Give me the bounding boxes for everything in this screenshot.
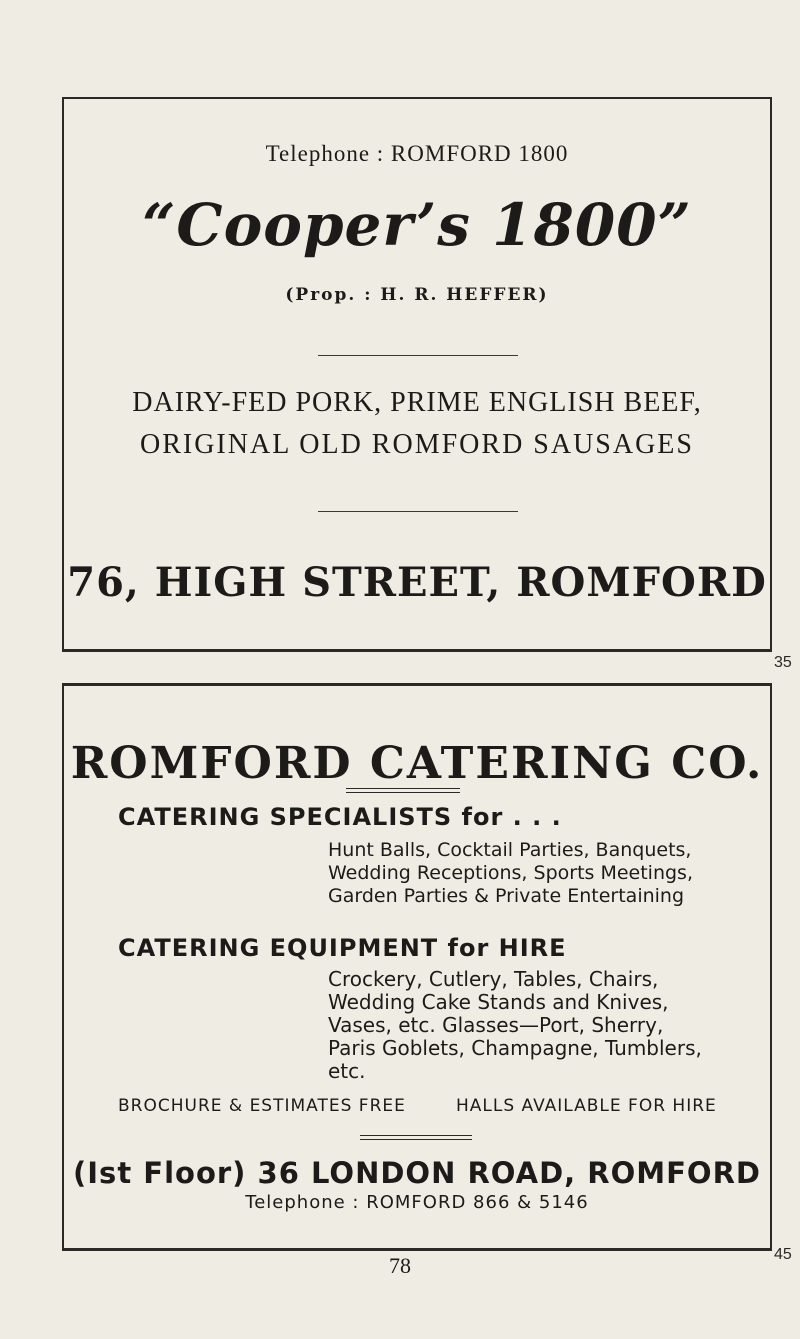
coopers-advert — [62, 97, 772, 652]
catering-telephone: Telephone : ROMFORD 866 & 5146 — [245, 1192, 589, 1213]
halls-note: HALLS AVAILABLE FOR HIRE — [456, 1096, 717, 1116]
list-item: Hunt Balls, Cocktail Parties, Banquets, — [328, 839, 692, 861]
catering-advert — [62, 683, 772, 1251]
coopers-proprietor: (Prop. : H. R. HEFFER) — [285, 285, 549, 305]
side-page-number-upper: 35 — [774, 654, 792, 671]
double-rule — [346, 788, 460, 793]
divider — [318, 511, 518, 512]
coopers-products-line-2: ORIGINAL OLD ROMFORD SAUSAGES — [139, 429, 694, 460]
list-item: Paris Goblets, Champagne, Tumblers, — [328, 1036, 702, 1060]
list-item: Wedding Receptions, Sports Meetings, — [328, 862, 693, 884]
equipment-heading: CATERING EQUIPMENT for HIRE — [118, 934, 567, 962]
catering-address: (Ist Floor) 36 LONDON ROAD, ROMFORD — [73, 1156, 761, 1190]
brochure-note: BROCHURE & ESTIMATES FREE — [118, 1096, 406, 1116]
equipment-list — [328, 968, 702, 1083]
coopers-shop-name: “Cooper’s 1800” — [142, 191, 692, 259]
catering-company-name: ROMFORD CATERING CO. — [70, 738, 764, 789]
double-rule — [360, 1135, 472, 1140]
list-item: Crockery, Cutlery, Tables, Chairs, — [328, 967, 659, 991]
specialists-list — [328, 839, 693, 908]
coopers-telephone: Telephone : ROMFORD 1800 — [265, 141, 569, 166]
list-item: etc. — [328, 1059, 366, 1083]
list-item: Vases, etc. Glasses—Port, Sherry, — [328, 1013, 664, 1037]
page-number: 78 — [389, 1253, 411, 1278]
list-item: Wedding Cake Stands and Knives, — [328, 990, 669, 1014]
specialists-heading: CATERING SPECIALISTS for . . . — [118, 803, 562, 831]
list-item: Garden Parties & Private Entertaining — [328, 885, 685, 907]
coopers-products-line-1: DAIRY-FED PORK, PRIME ENGLISH BEEF, — [132, 387, 702, 418]
side-page-number-lower: 45 — [774, 1246, 792, 1263]
divider — [318, 355, 518, 356]
coopers-address: 76, HIGH STREET, ROMFORD — [67, 559, 767, 606]
